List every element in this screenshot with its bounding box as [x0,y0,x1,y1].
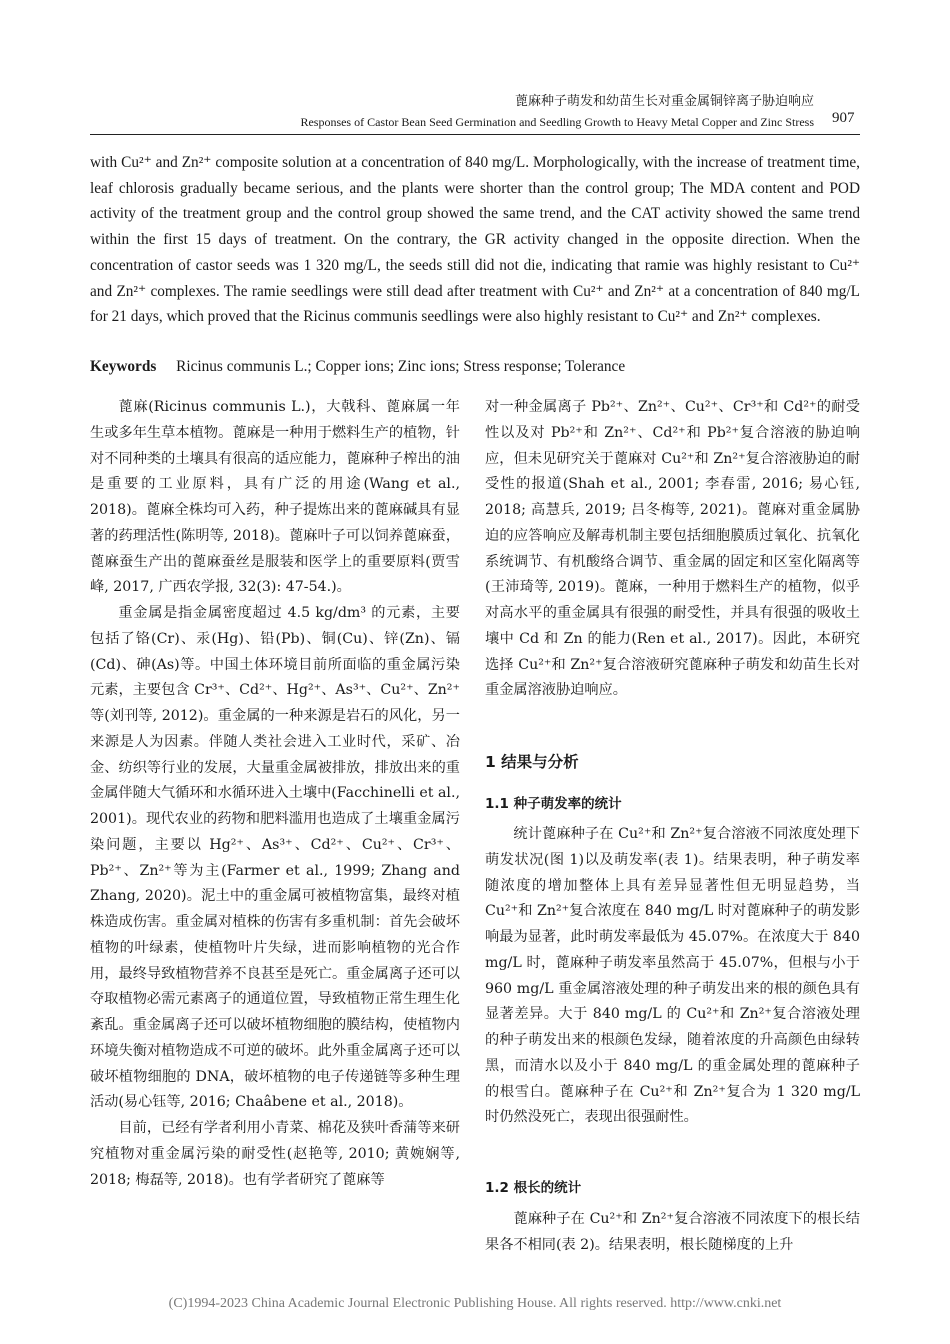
section-heading-1: 1 结果与分析 [485,753,579,771]
page-number: 907 [832,110,855,126]
keywords-label: Keywords [90,358,157,375]
abstract-block [90,150,860,330]
keywords-text: Ricinus communis L.; Copper ions; Zinc ions; Stress response; Tolerance [176,358,626,375]
section-heading-1-2: 1.2 根长的统计 [485,1180,582,1196]
right-column-rootlength [485,1207,860,1259]
keywords-line [90,355,860,379]
left-column [90,395,460,1193]
section-heading-1-1: 1.1 种子萌发率的统计 [485,796,622,812]
abstract-text: with Cu²⁺ and Zn²⁺ composite solution at a concentration of 840 mg/L. Morphologically, with the increase of treatment time, leaf chlorosis gradually became serious, and the plants were shorter than the control group; The MDA content and POD activity of the treatment group and the control group showed the same trend, and the CAT activity showed the same trend within the first 15 days of treatment. On the contrary, the GR activity changed in the opposite direction. When the concentration of castor seeds was 1 320 mg/L, the seeds still did not die, indicating that ramie was highly resistant to Cu²⁺ and Zn²⁺ complexes. The ramie seedlings were still dead after treatment with Cu²⁺ and Zn²⁺ at a concentration of 840 mg/L for 21 days, which proved that the Ricinus communis seedlings were also highly resistant to Cu²⁺ and Zn²⁺ complexes. [90,154,860,326]
left-paragraph-3: 目前，已经有学者利用小青菜、棉花及狭叶香蒲等来研究植物对重金属污染的耐受性(赵艳等, 2010; 黄婉娴等, 2018; 梅磊等, 2018)。也有学者研究了蓖麻等 [90,1120,460,1188]
right-column-top [485,395,860,704]
left-paragraph-1: 蓖麻(Ricinus communis L.)，大戟科、蓖麻属一年生或多年生草本植物。蓖麻是一种用于燃料生产的植物，针对不同种类的土壤具有很高的适应能力，蓖麻种子榨出的油是重要的工业原料，具有广泛的用途(Wang et al., 2018)。蓖麻全株均可入药，种子提炼出来的蓖麻碱具有显著的药理活性(陈明等, 2018)。蓖麻叶子可以饲养蓖麻蚕，蓖麻蚕生产出的蓖麻蚕丝是服装和医学上的重要原料(贾雪峰, 2017, 广西农学报, 32(3): 47-54.)。 [90,399,460,596]
right-paragraph-3: 蓖麻种子在 Cu²⁺和 Zn²⁺复合溶液不同浓度下的根长结果各不相同(表 2)。结果表明，根长随梯度的上升 [485,1211,860,1253]
left-paragraph-2: 重金属是指金属密度超过 4.5 kg/dm³ 的元素，主要包括了铬(Cr)、汞(Hg)、铅(Pb)、铜(Cu)、锌(Zn)、镉(Cd)、砷(As)等。中国土体环境目前所面临的重金属污染元素，主要包含 Cr³⁺、Cd²⁺、Hg²⁺、As³⁺、Cu²⁺、Zn²⁺等(刘刊等, 2012)。重金属的一种来源是岩石的风化，另一来源是人为因素。伴随人类社会进入工业时代，采矿、冶金、纺织等行业的发展，大量重金属被排放，排放出来的重金属伴随大气循环和水循环进入土壤中(Facchinelli et al., 2001)。现代农业的药物和肥料滥用也造成了土壤重金属污染问题，主要以 Hg²⁺、As³⁺、Cd²⁺、Cu²⁺、Cr³⁺、Pb²⁺、Zn²⁺等为主(Farmer et al., 1999; Zhang and Zhang, 2020)。泥土中的重金属可被植物富集，最终对植株造成伤害。重金属对植株的伤害有多重机制：首先会破坏植物的叶绿素，使植物叶片失绿，进而影响植物的光合作用，最终导致植物营养不良甚至是死亡。重金属离子还可以夺取植物必需元素离子的通道位置，导致植物正常生理生化紊乱。重金属离子还可以破坏植物细胞的膜结构，使植物内环境失衡对植物造成不可逆的破坏。此外重金属离子还可以破坏植物细胞的 DNA，破坏植物的电子传递链等多种生理活动(易心钰等, 2016; Chaâbene et al., 2018)。 [90,605,460,1111]
right-column-germination [485,822,860,1131]
right-paragraph-2: 统计蓖麻种子在 Cu²⁺和 Zn²⁺复合溶液不同浓度处理下萌发状况(图 1)以及萌发率(表 1)。结果表明，种子萌发率随浓度的增加整体上具有差异显著性但无明显趋势，当 Cu²⁺和 Zn²⁺复合浓度在 840 mg/L 时对蓖麻种子的萌发影响最为显著，此时萌发率最低为 45.07%。在浓度大于 840 mg/L 时，蓖麻种子萌发率虽然高于 45.07%，但根与小于 960 mg/L 重金属溶液处理的种子萌发出来的根的颜色具有显著差异。大于 840 mg/L 的 Cu²⁺和 Zn²⁺复合溶液处理的种子萌发出来的根颜色发绿，随着浓度的升高颜色由绿转黑，而清水以及小于 840 mg/L 的重金属处理的蓖麻种子的根雪白。蓖麻种子在 Cu²⁺和 Zn²⁺复合为 1 320 mg/L 时仍然没死亡，表现出很强耐性。 [485,826,860,1126]
running-title-en: Responses of Castor Bean Seed Germination and Seedling Growth to Heavy Metal Copper and Zinc Stress [300,115,814,129]
copyright-footer: (C)1994-2023 China Academic Journal Electronic Publishing House. All rights reserved. http://www.cnki.net [168,1296,782,1311]
right-paragraph-1: 对一种金属离子 Pb²⁺、Zn²⁺、Cu²⁺、Cr³⁺和 Cd²⁺的耐受性以及对 Pb²⁺和 Zn²⁺、Cd²⁺和 Pb²⁺复合溶液的胁迫响应，但未见研究关于蓖麻对 Cu²⁺和 Zn²⁺复合溶液胁迫的耐受性的报道(Shah et al., 2001; 李春雷, 2016; 易心钰, 2018; 高慧兵, 2019; 吕冬梅等, 2021)。蓖麻对重金属胁迫的应答响应及解毒机制主要包括细胞膜质过氧化、抗氧化系统调节、有机酸络合调节、重金属的固定和区室化隔离等(王沛琦等, 2019)。蓖麻，一种用于燃料生产的植物，似乎对高水平的重金属具有很强的耐受性，并具有很强的吸收土壤中 Cd 和 Zn 的能力(Ren et al., 2017)。因此，本研究选择 Cu²⁺和 Zn²⁺复合溶液研究蓖麻种子萌发和幼苗生长对重金属溶液胁迫响应。 [485,399,860,699]
header-rule [90,134,860,135]
running-title-cn: 蓖麻种子萌发和幼苗生长对重金属铜锌离子胁迫响应 [514,94,814,109]
